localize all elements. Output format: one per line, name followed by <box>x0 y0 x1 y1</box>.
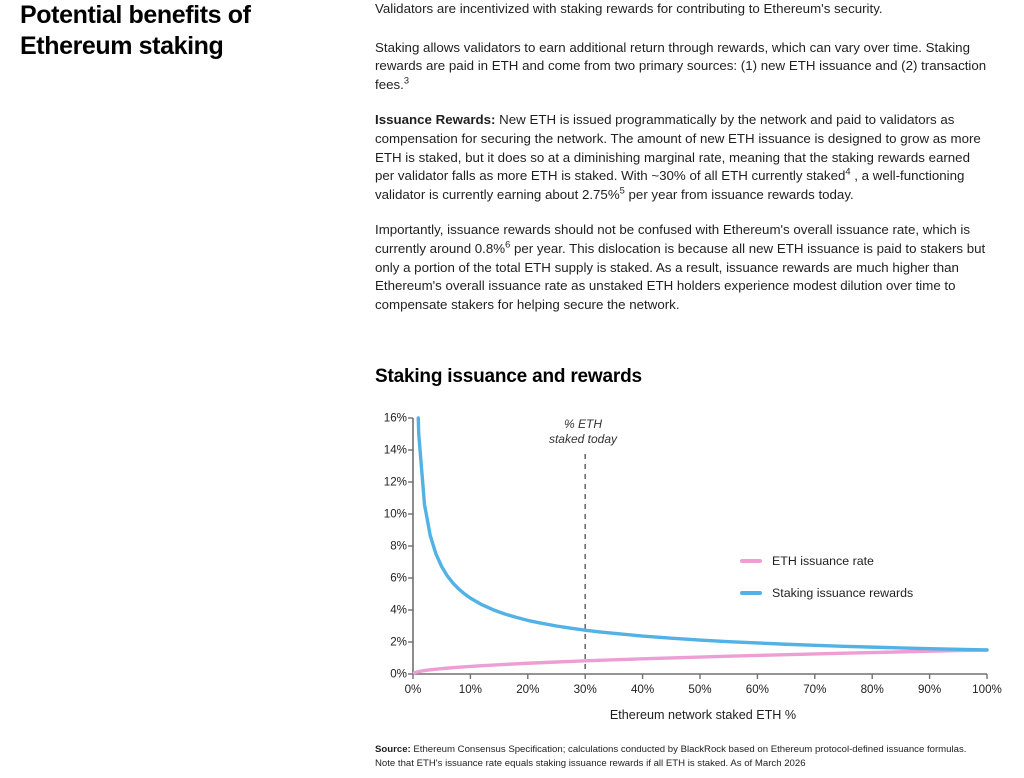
page-title <box>20 0 350 62</box>
legend-label-eth-issuance-rate: ETH issuance rate <box>772 554 874 568</box>
source-note-line-2: Note that ETH's issuance rate equals staking issuance rewards if all ETH is staked. As of March 2026 <box>375 757 806 769</box>
footnote-marker-3: 3 <box>403 75 409 86</box>
paragraph-intro <box>375 0 990 19</box>
page-title-line-2: Ethereum staking <box>20 32 224 60</box>
chart-y-tick-label: 6% <box>390 571 407 585</box>
chart-x-axis-title: Ethereum network staked ETH % <box>609 708 797 722</box>
chart-y-tick-label: 14% <box>383 443 407 457</box>
chart-legend <box>740 554 913 618</box>
chart-section <box>375 366 1002 740</box>
paragraph-staking-sources <box>375 39 990 95</box>
chart-y-tick-label: 12% <box>383 475 407 489</box>
paragraph-staking-sources-text: Staking allows validators to earn additional return through rewards, which can vary over time. Staking rewards are paid in ETH and come from two primary sources: (1) new ETH issuance and (2) transaction fees. <box>375 39 987 92</box>
legend-item-eth-issuance-rate <box>740 554 913 568</box>
paragraph-issuance-rewards-text-a: New ETH is issued programmatically by the network and paid to validators as compensation for securing the network. The amount of new ETH issuance is designed to grow as more ETH is staked, but it does so at a diminishing marginal rate, meaning that the staking rewards earned per validator falls as more ETH is staked. With ~30% of all ETH currently staked <box>375 112 981 184</box>
chart-y-tick-label: 10% <box>383 507 407 521</box>
paragraph-issuance-rewards-label: Issuance Rewards: <box>375 112 496 128</box>
legend-swatch-eth-issuance-rate <box>740 559 762 563</box>
chart-x-tick-label: 0% <box>404 683 422 696</box>
chart-title: Staking issuance and rewards <box>375 366 642 387</box>
paragraph-issuance-rewards-text-c: per year from issuance rewards today. <box>624 186 854 202</box>
chart-y-tick-label: 16% <box>383 411 407 425</box>
footnote-marker-6: 6 <box>505 239 511 250</box>
paragraph-overall-issuance-text-b: per year. This dislocation is because all new ETH issuance is paid to stakers but only a portion of the total ETH supply is staked. As a result, issuance rewards are much higher than Ethereum's overall issuance rate as unstaked ETH holders experience modest dilution over time to compensate stakers for helping secure the network. <box>375 240 986 312</box>
chart-annotation-line-2: staked today <box>548 432 618 446</box>
paragraph-intro-text: Validators are incentivized with staking rewards for contributing to Ethereum's security. <box>375 1 883 16</box>
footnote-marker-5: 5 <box>619 185 625 196</box>
page-title-line-1: Potential benefits of <box>20 1 251 29</box>
footnote-marker-4: 4 <box>845 166 851 177</box>
paragraph-issuance-rewards-text-b: , a well-functioning validator is currently earning about 2.75% <box>375 168 965 202</box>
paragraph-overall-issuance <box>375 221 990 314</box>
source-note-label: Source: <box>375 744 411 755</box>
chart-x-tick-label: 10% <box>458 683 482 696</box>
legend-item-staking-issuance-rewards <box>740 586 913 600</box>
chart-x-tick-label: 100% <box>972 683 1002 696</box>
chart-annotation-line-1: % ETH <box>563 417 602 431</box>
chart-plot-area <box>375 410 1002 740</box>
paragraph-issuance-rewards <box>375 111 990 204</box>
chart-annotation-staked-today <box>523 417 643 447</box>
chart-y-tick-label: 4% <box>390 603 407 617</box>
source-note-line-1: Ethereum Consensus Specification; calculations conducted by BlackRock based on Ethereum protocol-defined issuance formulas. <box>410 744 967 755</box>
chart-x-tick-label: 70% <box>803 683 827 696</box>
chart-y-tick-label: 8% <box>390 539 407 553</box>
legend-label-staking-issuance-rewards: Staking issuance rewards <box>772 586 914 600</box>
paragraph-overall-issuance-text-a: Importantly, issuance rewards should not be confused with Ethereum's overall issuance rate, which is currently around 0.8% <box>375 222 971 256</box>
chart-x-tick-label: 20% <box>516 683 540 696</box>
chart-x-tick-label: 30% <box>573 683 597 696</box>
chart-y-tick-label: 0% <box>390 667 407 681</box>
source-note <box>375 743 995 770</box>
legend-swatch-staking-issuance-rewards <box>740 591 762 595</box>
chart-x-tick-label: 40% <box>630 683 655 696</box>
chart-x-tick-label: 90% <box>917 683 942 696</box>
chart-x-tick-label: 80% <box>860 683 884 696</box>
chart-x-tick-label: 60% <box>745 683 769 696</box>
chart-y-tick-label: 2% <box>390 635 407 649</box>
article-body <box>375 0 990 331</box>
chart-x-tick-label: 50% <box>688 683 712 696</box>
